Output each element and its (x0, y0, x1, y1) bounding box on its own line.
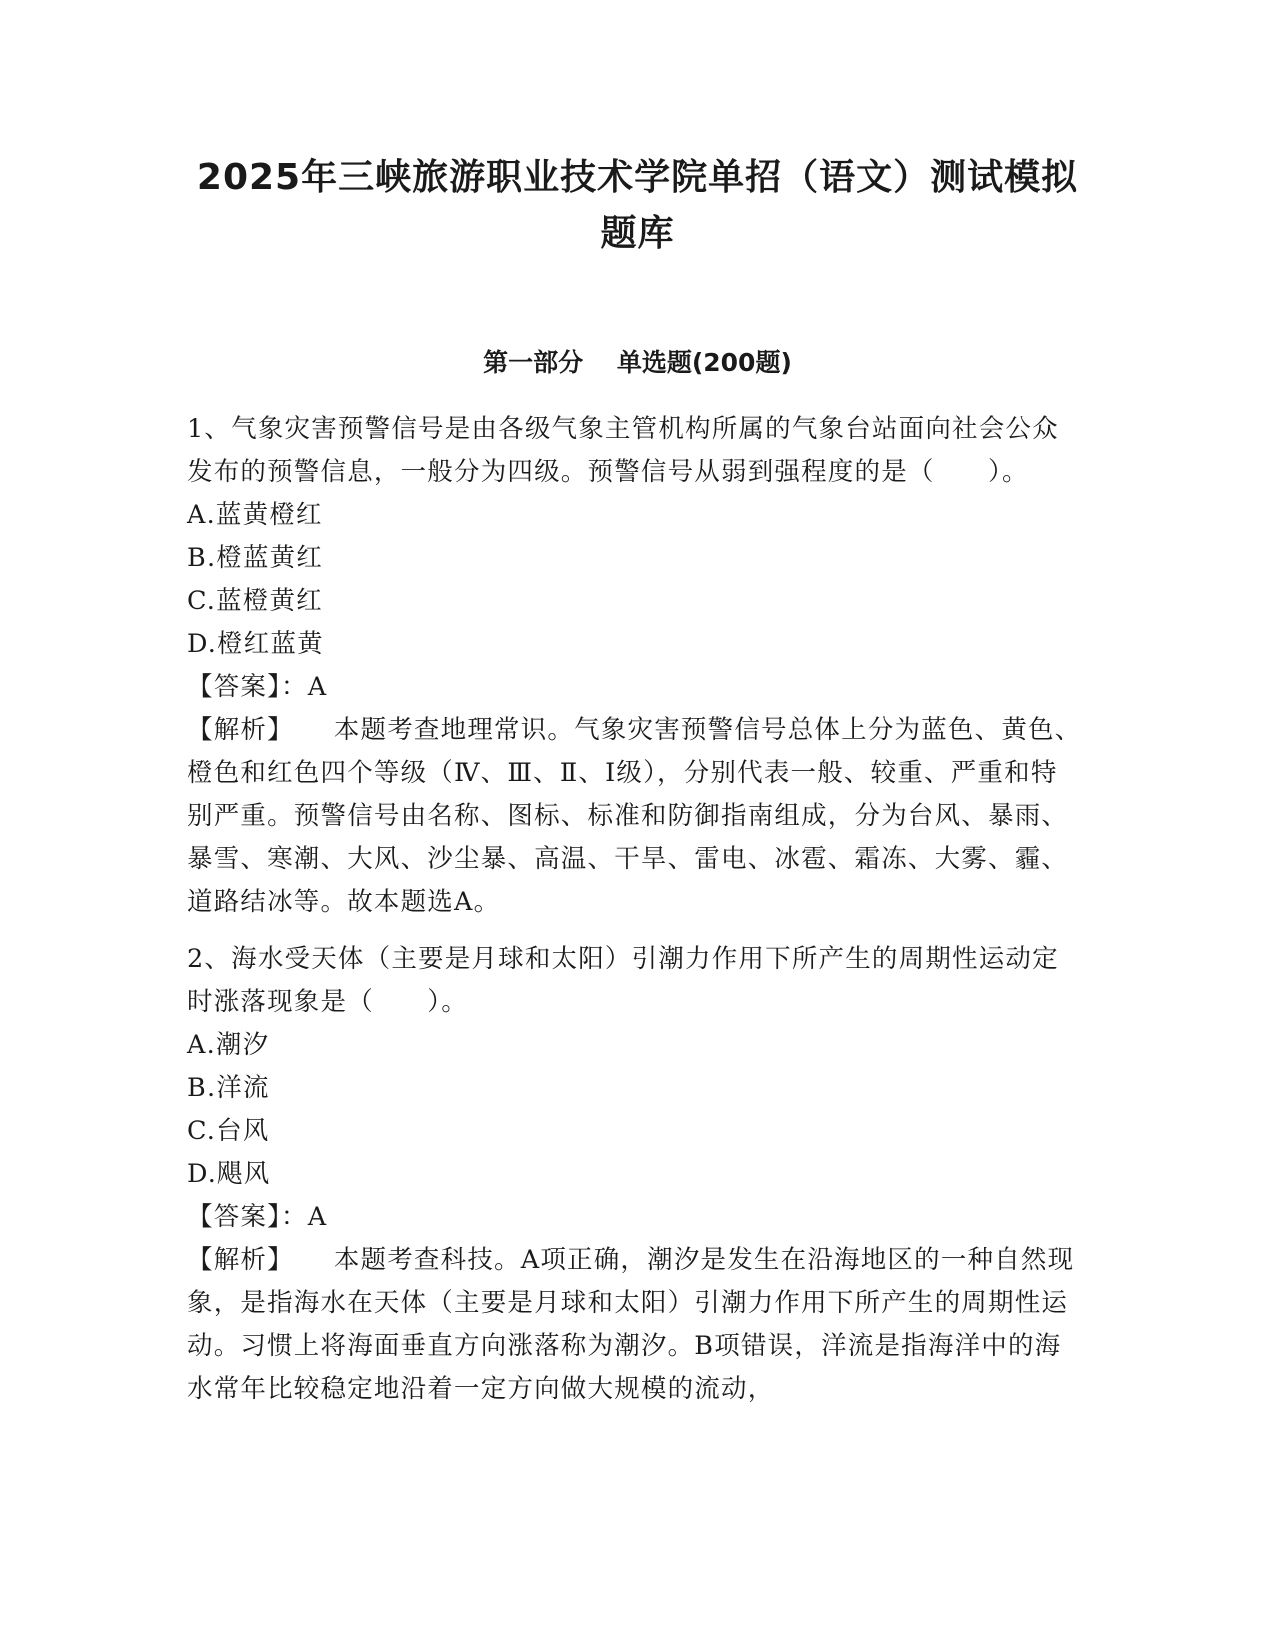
option-a: A.潮汐 (187, 1030, 270, 1060)
question-list (187, 408, 1082, 1425)
option-b: B.洋流 (187, 1073, 270, 1103)
section-type-label: 单选题(200题) (616, 348, 792, 377)
analysis-text: 本题考查科技。A项正确，潮汐是发生在沿海地区的一种自然现象，是指海水在天体（主要是月球和太阳）引潮力作用下所产生的周期性运动。习惯上将海面垂直方向涨落称为潮汐。B项错误，洋流是指海洋中的海水常年比较稳定地沿着一定方向做大规模的流动， (187, 1245, 1075, 1404)
question-item (187, 938, 1082, 1411)
question-stem: 2、海水受天体（主要是月球和太阳）引潮力作用下所产生的周期性运动定时涨落现象是（ ）。 (187, 944, 1059, 1017)
question-stem: 1、气象灾害预警信号是由各级气象主管机构所属的气象台站面向社会公众发布的预警信息，一般分为四级。预警信号从弱到强程度的是（ ）。 (187, 414, 1059, 487)
section-part-label: 第一部分 (483, 348, 584, 377)
answer-value: A (307, 672, 328, 702)
answer-label: 【答案】： (187, 672, 308, 702)
analysis-text: 本题考查地理常识。气象灾害预警信号总体上分为蓝色、黄色、橙色和红色四个等级（Ⅳ、Ⅲ、Ⅱ、Ⅰ级），分别代表一般、较重、严重和特别严重。预警信号由名称、图标、标准和防御指南组成，分为台风、暴雨、暴雪、寒潮、大风、沙尘暴、高温、干旱、雷电、冰雹、霜冻、大雾、霾、道路结冰等。故本题选A。 (187, 715, 1082, 917)
answer-label: 【答案】： (187, 1202, 308, 1232)
document-title-line-1: 2025年三峡旅游职业技术学院单招（语文）测试模拟 (196, 157, 1079, 198)
option-b: B.橙蓝黄红 (187, 543, 324, 573)
analysis-paragraph (187, 1239, 1082, 1411)
analysis-label: 【解析】 (187, 715, 294, 745)
analysis-paragraph (187, 709, 1082, 924)
analysis-label: 【解析】 (187, 1245, 294, 1275)
option-c: C.台风 (187, 1116, 270, 1146)
option-d: D.飓风 (187, 1159, 271, 1189)
document-title (170, 150, 1105, 262)
document-title-line-2: 题库 (600, 213, 675, 254)
answer-line (187, 1196, 1082, 1239)
option-d: D.橙红蓝黄 (187, 629, 324, 659)
answer-value: A (307, 1202, 328, 1232)
option-a: A.蓝黄橙红 (187, 500, 323, 530)
section-heading (170, 345, 1105, 381)
option-c: C.蓝橙黄红 (187, 586, 323, 616)
question-item (187, 408, 1082, 924)
answer-line (187, 666, 1082, 709)
